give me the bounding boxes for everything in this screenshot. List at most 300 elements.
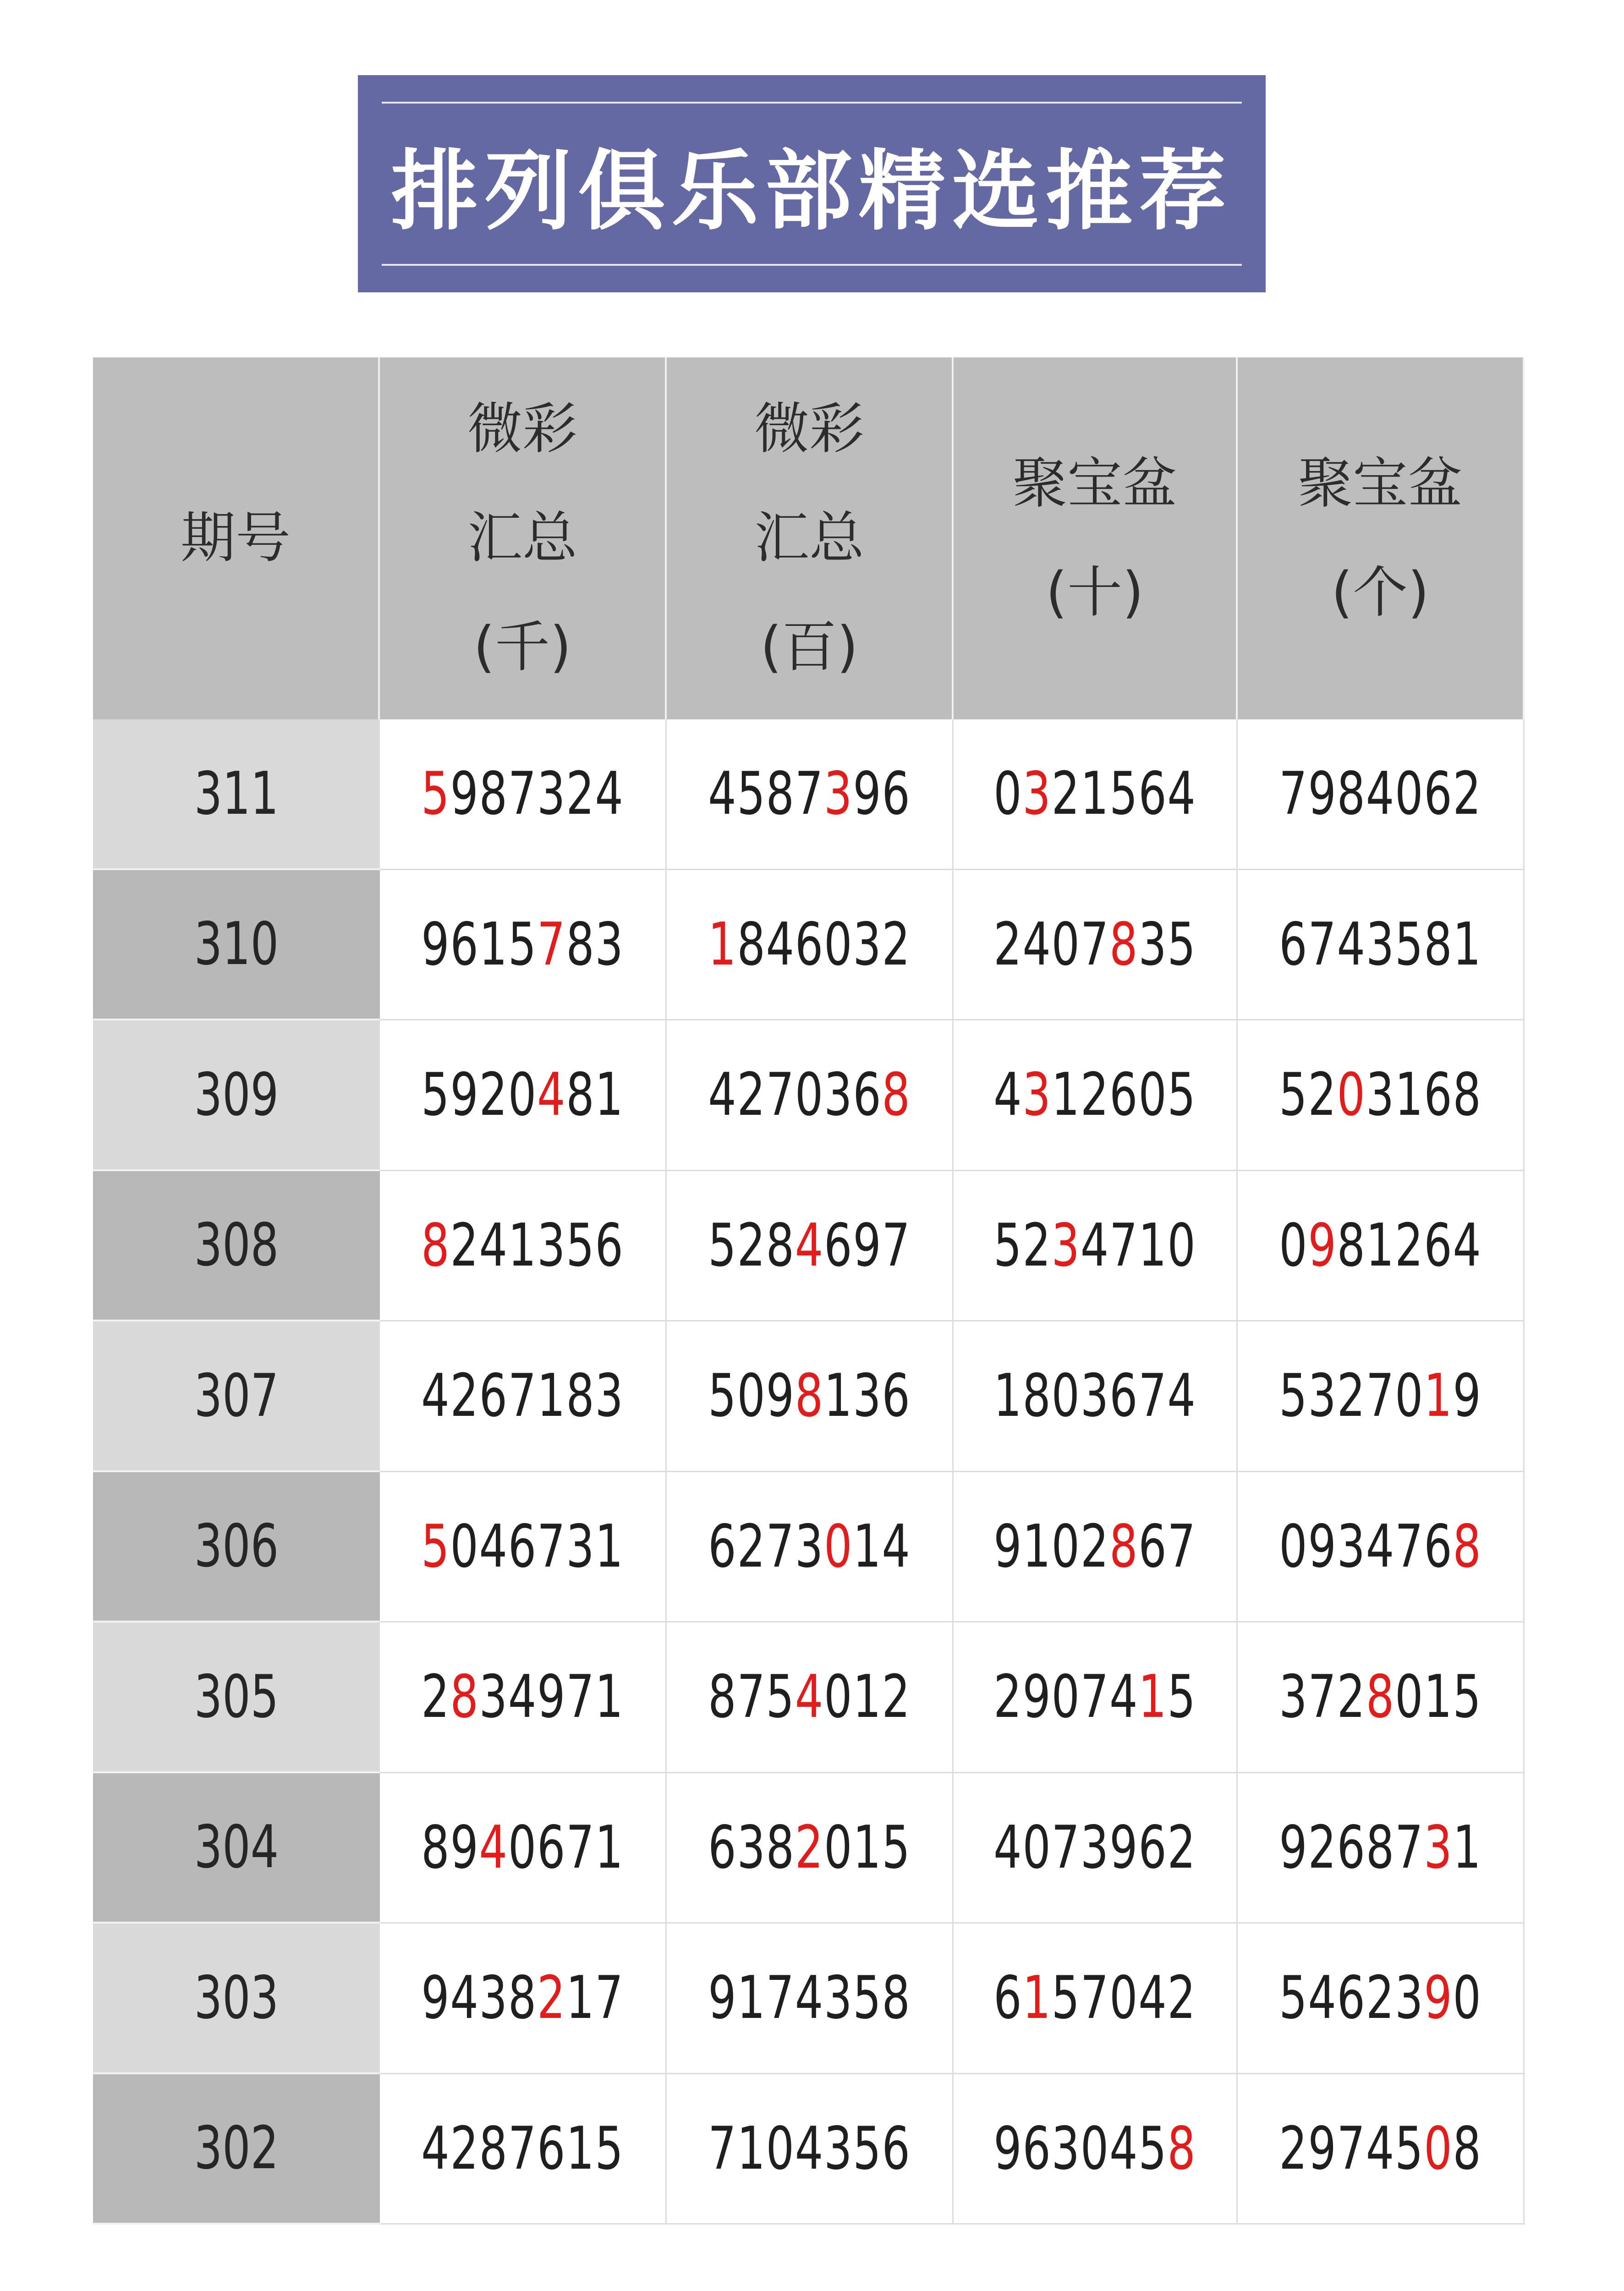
number-cell [380, 1773, 667, 1924]
digit: 0 [1395, 1663, 1424, 1732]
digit: 3 [1279, 1663, 1308, 1732]
digit: 8 [1424, 910, 1453, 979]
digit: 1 [824, 1362, 853, 1431]
digit: 5 [595, 2114, 624, 2183]
digit: 3 [853, 1362, 882, 1431]
digit: 1 [1453, 910, 1482, 979]
digit: 3 [479, 1964, 508, 2033]
digit: 7 [508, 1362, 538, 1431]
digit: 6 [824, 1211, 853, 1280]
digit: 4 [1366, 760, 1395, 828]
number-cell [1238, 870, 1525, 1021]
highlighted-digit: 0 [1337, 1061, 1366, 1129]
number-cell [380, 2074, 667, 2225]
digit: 0 [1279, 1211, 1308, 1280]
digit: 4 [708, 760, 737, 828]
digit: 7 [566, 1813, 595, 1882]
digit: 6 [537, 2114, 566, 2183]
digit: 0 [993, 760, 1023, 828]
number-cell [1238, 2074, 1525, 2225]
digit: 4 [795, 2114, 824, 2183]
highlighted-digit: 8 [795, 1362, 824, 1431]
digit: 1 [537, 1362, 566, 1431]
digit: 2 [1167, 1964, 1196, 2033]
digit: 8 [766, 760, 795, 828]
digit: 3 [1308, 1362, 1337, 1431]
number-cell [667, 1020, 954, 1171]
digit: 1 [737, 2114, 766, 2183]
number-cell [380, 1171, 667, 1322]
number-cell [954, 1171, 1238, 1322]
digit: 6 [1022, 2114, 1052, 2183]
highlighted-digit: 5 [421, 1512, 450, 1581]
period-number: 308 [194, 1211, 279, 1280]
digit: 7 [1366, 1362, 1395, 1431]
digit: 8 [566, 1061, 595, 1129]
number-cell [954, 719, 1238, 870]
digit: 8 [566, 910, 595, 979]
digit: 6 [537, 1813, 566, 1882]
digit: 6 [1109, 1061, 1139, 1129]
digit: 2 [1022, 1211, 1052, 1280]
header-text: (千) [473, 615, 571, 679]
period-cell [93, 1924, 380, 2074]
number-cell [1238, 1924, 1525, 2074]
digit: 0 [1395, 760, 1424, 828]
highlighted-digit: 0 [1424, 2114, 1453, 2183]
digit: 2 [993, 910, 1023, 979]
highlighted-digit: 2 [537, 1964, 566, 2033]
digit: 4 [1366, 1512, 1395, 1581]
digit: 5 [1279, 1061, 1308, 1129]
digit: 3 [566, 1512, 595, 1581]
period-number: 306 [194, 1512, 279, 1581]
digit: 5 [421, 1061, 450, 1129]
period-cell [93, 1321, 380, 1472]
digit: 6 [993, 1964, 1023, 2033]
digit: 1 [1424, 1663, 1453, 1732]
digit: 7 [1395, 1813, 1424, 1882]
digit: 5 [993, 1211, 1023, 1280]
digit: 3 [1366, 1061, 1395, 1129]
digit: 5 [708, 1362, 737, 1431]
digit: 8 [1453, 2114, 1482, 2183]
digit: 7 [1080, 1663, 1110, 1732]
header-text: 微彩 [754, 397, 864, 461]
digit: 5 [1279, 1362, 1308, 1431]
digit: 2 [1080, 1512, 1110, 1581]
number-value [1279, 1663, 1481, 1731]
digit: 7 [1395, 1512, 1424, 1581]
digit: 1 [1080, 760, 1110, 828]
digit: 6 [1337, 1813, 1366, 1882]
digit: 0 [1109, 1964, 1139, 2033]
highlighted-digit: 4 [795, 1211, 824, 1280]
digit: 1 [1453, 1813, 1482, 1882]
highlighted-digit: 3 [1424, 1813, 1453, 1882]
digit: 4 [508, 1663, 538, 1732]
digit: 9 [450, 1813, 479, 1882]
number-value [421, 1211, 624, 1280]
number-cell [954, 1773, 1238, 1924]
digit: 0 [1167, 1211, 1196, 1280]
recommendation-table [93, 357, 1525, 2225]
digit: 6 [1138, 1813, 1168, 1882]
number-cell [1238, 719, 1525, 870]
digit: 7 [1167, 1512, 1196, 1581]
digit: 2 [1308, 1061, 1337, 1129]
digit: 0 [737, 1362, 766, 1431]
digit: 4 [450, 1964, 479, 2033]
period-number: 311 [194, 759, 279, 828]
digit: 5 [566, 1211, 595, 1280]
header-shi [954, 357, 1238, 719]
digit: 5 [1453, 1663, 1482, 1732]
digit: 2 [1337, 1362, 1366, 1431]
number-value [708, 1513, 911, 1581]
number-value [993, 1211, 1196, 1280]
header-text: (个) [1331, 561, 1429, 625]
number-value [708, 1814, 911, 1882]
header-text: 期号 [181, 506, 291, 570]
digit: 4 [1109, 1663, 1139, 1732]
digit: 0 [508, 1061, 538, 1129]
digit: 3 [1337, 1512, 1366, 1581]
digit: 7 [1279, 760, 1308, 828]
digit: 0 [1279, 1512, 1308, 1581]
digit: 1 [566, 1964, 595, 2033]
period-cell [93, 1020, 380, 1171]
number-cell [954, 1020, 1238, 1171]
period-number: 305 [194, 1662, 279, 1731]
number-cell [954, 2074, 1238, 2225]
header-bai [667, 357, 954, 719]
digit: 0 [1051, 1362, 1081, 1431]
digit: 5 [1279, 1964, 1308, 2033]
digit: 0 [508, 1813, 538, 1882]
digit: 2 [566, 760, 595, 828]
digit: 1 [595, 1061, 624, 1129]
digit: 0 [824, 1813, 853, 1882]
number-value [421, 1663, 624, 1731]
digit: 7 [1109, 1211, 1139, 1280]
digit: 6 [450, 910, 479, 979]
number-value [993, 1814, 1196, 1882]
digit: 2 [1279, 2114, 1308, 2183]
digit: 7 [766, 1061, 795, 1129]
digit: 0 [1051, 1512, 1081, 1581]
digit: 9 [1308, 760, 1337, 828]
number-value [993, 1964, 1196, 2032]
period-cell [93, 1622, 380, 1773]
digit: 3 [737, 1813, 766, 1882]
digit: 8 [1337, 1211, 1366, 1280]
digit: 1 [1138, 1211, 1168, 1280]
period-cell [93, 2074, 380, 2225]
digit: 9 [537, 1663, 566, 1732]
number-value [993, 1663, 1196, 1731]
digit: 8 [479, 2114, 508, 2183]
digit: 0 [795, 1061, 824, 1129]
number-cell [667, 719, 954, 870]
digit: 3 [595, 1362, 624, 1431]
highlighted-digit: 1 [1138, 1663, 1168, 1732]
digit: 3 [479, 1663, 508, 1732]
period-cell [93, 1171, 380, 1322]
digit: 7 [1051, 1813, 1081, 1882]
number-value [1279, 760, 1481, 828]
digit: 9 [993, 1512, 1023, 1581]
digit: 9 [993, 2114, 1023, 2183]
digit: 0 [766, 2114, 795, 2183]
number-value [708, 910, 911, 979]
digit: 3 [795, 1512, 824, 1581]
period-cell [93, 719, 380, 870]
digit: 1 [479, 910, 508, 979]
header-qian [380, 357, 667, 719]
number-cell [380, 1472, 667, 1623]
digit: 1 [737, 1964, 766, 2033]
number-cell [1238, 1321, 1525, 1472]
period-number: 310 [194, 910, 279, 979]
digit: 7 [566, 1663, 595, 1732]
digit: 1 [853, 1663, 882, 1732]
period-number: 303 [194, 1963, 279, 2032]
digit: 4 [421, 1362, 450, 1431]
number-value [708, 1061, 911, 1129]
digit: 5 [1395, 910, 1424, 979]
digit: 6 [1138, 760, 1168, 828]
digit: 2 [1051, 760, 1081, 828]
digit: 4 [1337, 910, 1366, 979]
digit: 0 [1453, 1964, 1482, 2033]
digit: 4 [1167, 1362, 1196, 1431]
digit: 6 [795, 910, 824, 979]
digit: 4 [795, 1964, 824, 2033]
number-value [708, 1362, 911, 1430]
digit: 0 [1051, 910, 1081, 979]
period-number: 304 [194, 1813, 279, 1882]
digit: 7 [766, 1964, 795, 2033]
digit: 3 [853, 910, 882, 979]
number-value [421, 1814, 624, 1882]
number-value [421, 1061, 624, 1129]
digit: 3 [824, 1964, 853, 2033]
number-value [421, 1964, 624, 2032]
digit: 5 [853, 2114, 882, 2183]
digit: 0 [450, 1512, 479, 1581]
header-ge [1238, 357, 1525, 719]
highlighted-digit: 8 [1109, 910, 1139, 979]
digit: 5 [1051, 1964, 1081, 2033]
digit: 7 [1308, 1663, 1337, 1732]
digit: 4 [479, 1512, 508, 1581]
digit: 1 [853, 1813, 882, 1882]
number-value [993, 910, 1196, 979]
number-value [421, 2115, 624, 2183]
number-value [1279, 1061, 1481, 1129]
highlighted-digit: 8 [1109, 1512, 1139, 1581]
number-cell [1238, 1622, 1525, 1773]
digit: 7 [1308, 910, 1337, 979]
digit: 0 [1395, 1362, 1424, 1431]
digit: 9 [1308, 1512, 1337, 1581]
digit: 8 [508, 1964, 538, 2033]
digit: 2 [1167, 1813, 1196, 1882]
digit: 2 [882, 910, 911, 979]
digit: 4 [1138, 1964, 1168, 2033]
digit: 6 [1337, 1964, 1366, 2033]
digit: 8 [421, 1813, 450, 1882]
digit: 3 [1051, 2114, 1081, 2183]
header-text: (百) [760, 615, 858, 679]
digit: 6 [882, 1362, 911, 1431]
digit: 5 [508, 910, 538, 979]
digit: 5 [1167, 1663, 1196, 1732]
digit: 2 [1395, 1211, 1424, 1280]
digit: 8 [708, 1663, 737, 1732]
digit: 9 [708, 1964, 737, 2033]
digit: 7 [1080, 910, 1110, 979]
title-banner [358, 75, 1266, 292]
digit: 4 [421, 2114, 450, 2183]
digit: 5 [1109, 760, 1139, 828]
digit: 7 [508, 2114, 538, 2183]
digit: 2 [737, 1512, 766, 1581]
highlighted-digit: 8 [882, 1061, 911, 1129]
digit: 2 [993, 1663, 1023, 1732]
digit: 9 [853, 760, 882, 828]
digit: 1 [1366, 1211, 1395, 1280]
digit: 1 [595, 1813, 624, 1882]
number-value [1279, 1814, 1481, 1882]
digit: 6 [1109, 1362, 1139, 1431]
digit: 3 [1080, 1813, 1110, 1882]
digit: 4 [479, 1211, 508, 1280]
digit: 8 [479, 760, 508, 828]
highlighted-digit: 0 [824, 1512, 853, 1581]
highlighted-digit: 2 [795, 1813, 824, 1882]
digit: 3 [824, 2114, 853, 2183]
highlighted-digit: 1 [1424, 1362, 1453, 1431]
highlighted-digit: 8 [1453, 1512, 1482, 1581]
digit: 5 [1167, 910, 1196, 979]
number-cell [667, 1171, 954, 1322]
digit: 3 [1080, 1362, 1110, 1431]
digit: 6 [1279, 910, 1308, 979]
number-value [708, 1211, 911, 1280]
digit: 0 [1138, 1061, 1168, 1129]
highlighted-digit: 9 [1424, 1964, 1453, 2033]
digit: 6 [508, 1512, 538, 1581]
digit: 3 [1395, 1964, 1424, 2033]
digit: 7 [508, 760, 538, 828]
number-value [421, 910, 624, 979]
digit: 5 [737, 760, 766, 828]
header-text: 聚宝盆 [1298, 452, 1463, 515]
highlighted-digit: 5 [421, 760, 450, 828]
digit: 7 [795, 760, 824, 828]
period-number: 309 [194, 1060, 279, 1129]
digit: 9 [853, 1211, 882, 1280]
header-text: (十) [1046, 561, 1144, 625]
number-cell [380, 870, 667, 1021]
number-value [421, 760, 624, 828]
digit: 7 [537, 1512, 566, 1581]
highlighted-digit: 8 [1366, 1663, 1395, 1732]
highlighted-digit: 9 [1308, 1211, 1337, 1280]
digit: 7 [708, 2114, 737, 2183]
number-cell [667, 1472, 954, 1623]
title-divider-bottom [382, 264, 1242, 266]
period-cell [93, 1773, 380, 1924]
header-text: 汇总 [467, 506, 577, 570]
number-cell [380, 1321, 667, 1472]
digit: 6 [1424, 1512, 1453, 1581]
header-period [93, 357, 380, 719]
digit: 2 [882, 1663, 911, 1732]
highlighted-digit: 4 [537, 1061, 566, 1129]
digit: 8 [766, 1813, 795, 1882]
digit: 6 [853, 1061, 882, 1129]
digit: 2 [1080, 1061, 1110, 1129]
digit: 4 [1109, 2114, 1139, 2183]
digit: 7 [595, 1964, 624, 2033]
number-value [1279, 1211, 1481, 1280]
digit: 1 [1051, 1061, 1081, 1129]
digit: 1 [508, 1211, 538, 1280]
digit: 1 [993, 1362, 1023, 1431]
digit: 7 [882, 1211, 911, 1280]
digit: 2 [450, 1362, 479, 1431]
highlighted-digit: 7 [537, 910, 566, 979]
number-cell [954, 870, 1238, 1021]
digit: 0 [1080, 2114, 1110, 2183]
digit: 0 [1022, 1813, 1052, 1882]
digit: 6 [1424, 760, 1453, 828]
digit: 6 [595, 1211, 624, 1280]
number-cell [1238, 1171, 1525, 1322]
digit: 6 [1138, 1512, 1168, 1581]
digit: 6 [708, 1512, 737, 1581]
number-value [993, 1362, 1196, 1430]
number-cell [1238, 1773, 1525, 1924]
number-cell [954, 1472, 1238, 1623]
digit: 9 [1279, 1813, 1308, 1882]
digit: 7 [1337, 2114, 1366, 2183]
number-cell [1238, 1472, 1525, 1623]
digit: 4 [766, 910, 795, 979]
highlighted-digit: 8 [1167, 2114, 1196, 2183]
number-value [1279, 1362, 1481, 1430]
digit: 9 [1022, 1663, 1052, 1732]
number-value [1279, 1513, 1481, 1581]
highlighted-digit: 3 [1022, 760, 1052, 828]
highlighted-digit: 3 [824, 760, 853, 828]
number-cell [667, 870, 954, 1021]
number-value [1279, 1964, 1481, 2032]
digit: 4 [1366, 2114, 1395, 2183]
number-cell [1238, 1020, 1525, 1171]
digit: 9 [1453, 1362, 1482, 1431]
digit: 9 [421, 1964, 450, 2033]
digit: 5 [1167, 1061, 1196, 1129]
digit: 5 [853, 1964, 882, 2033]
number-cell [380, 719, 667, 870]
digit: 2 [479, 1061, 508, 1129]
digit: 9 [1308, 2114, 1337, 2183]
digit: 1 [566, 2114, 595, 2183]
